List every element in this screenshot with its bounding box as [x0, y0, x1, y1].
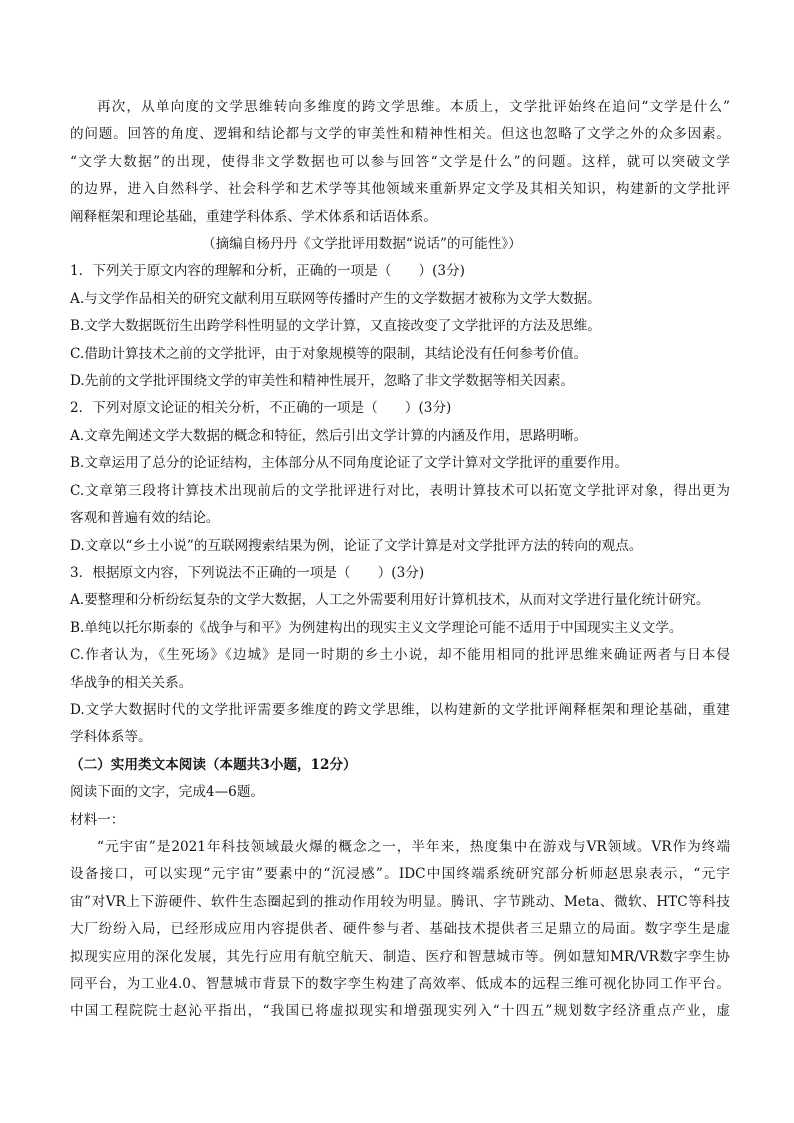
material-label: 材料一：	[70, 811, 125, 828]
question-3-option-c-continued[interactable]: 华战争的相关关系。	[70, 674, 193, 691]
material-line: “元宇宙”是2021年科技领域最火爆的概念之一，半年来，热度集中在游戏与VR领域。VR作为终端	[97, 838, 730, 855]
question-1-option-b[interactable]: B.文学大数据既衍生出跨学科性明显的文学计算，又直接改变了文学批评的方法及思维。	[70, 318, 601, 335]
exam-page	[70, 94, 730, 1026]
material-line: 拟现实应用的深化发展，其先行应用有航空航天、制造、医疗和智慧城市等。例如慧知MR/VR数字孪生协	[70, 948, 730, 965]
question-2-option-c[interactable]: C.文章第三段将计算技术出现前后的文学批评进行对比，表明计算技术可以拓宽文学批评对象，得出更为	[70, 482, 730, 499]
question-2-option-d[interactable]: D.文章以“乡土小说”的互联网搜索结果为例，论证了文学计算是对文学批评方法的转向的观点。	[70, 537, 643, 554]
question-3-option-c[interactable]: C.作者认为，《生死场》《边城》是同一时期的乡土小说，却不能用相同的批评思维来确证两者与日本侵	[70, 647, 730, 664]
section-title: （二）实用类文本阅读（本题共3小题，12分）	[70, 756, 357, 773]
question-2-option-b[interactable]: B.文章运用了总分的论证结构，主体部分从不同角度论证了文学计算对文学批评的重要作用。	[70, 455, 629, 472]
question-3-option-a[interactable]: A.要整理和分析纷纭复杂的文学大数据，人工之外需要利用好计算机技术，从而对文学进行量化统计研究。	[70, 592, 710, 609]
material-line: 设备接口，可以实现“元宇宙”要素中的“沉浸感”。IDC中国终端系统研究部分析师赵思泉表示，“元宇	[70, 866, 730, 883]
question-1-option-c[interactable]: C.借助计算技术之前的文学批评，由于对象规模等的限制，其结论没有任何参考价值。	[70, 345, 588, 362]
passage-line: “文学大数据”的出现，使得非文学数据也可以参与回答“文学是什么”的问题。这样，就可以突破文学	[70, 153, 730, 170]
material-line: 大厂纷纷入局，已经形成应用内容提供者、硬件参与者、基础技术提供者三足鼎立的局面。数字孪生是虚	[70, 921, 730, 938]
question-1-option-d[interactable]: D.先前的文学批评围绕文学的审美性和精神性展开，忽略了非文学数据等相关因素。	[70, 373, 575, 390]
question-2-option-a[interactable]: A.文章先阐述文学大数据的概念和特征，然后引出文学计算的内涵及作用，思路明晰。	[70, 427, 588, 444]
material-line: 同平台，为工业4.0、智慧城市背景下的数字孪生构建了高效率、低成本的远程三维可视化协同工作平台。	[70, 976, 730, 992]
question-3-stem: 3．根据原文内容，下列说法不正确的一项是（ ）(3分)	[70, 564, 425, 581]
source-note: （摘编自杨丹丹《文学批评用数据“说话”的可能性》）	[202, 236, 522, 253]
question-3-option-d[interactable]: D.文学大数据时代的文学批评需要多维度的跨文学思维，以构建新的文学批评阐释框架和理论基础，重建	[70, 701, 730, 718]
passage-line: 阐释框架和理论基础，重建学科体系、学术体系和话语体系。	[70, 208, 438, 225]
passage-line: 的边界，进入自然科学、社会科学和艺术学等其他领域来重新界定文学及其相关知识，构建新的文学批评	[70, 181, 730, 198]
material-line: 中国工程院院士赵沁平指出，“我国已将虚拟现实和增强现实列入“十四五”规划数字经济重点产业，虚	[70, 1003, 730, 1020]
passage-line: 的问题。回答的角度、逻辑和结论都与文学的审美性和精神性相关。但这也忽略了文学之外的众多因素。	[70, 126, 730, 143]
instruction: 阅读下面的文字，完成4—6题。	[70, 784, 265, 801]
question-3-option-d-continued[interactable]: 学科体系等。	[70, 729, 152, 746]
question-3-option-b[interactable]: B.单纯以托尔斯泰的《战争与和平》为例建构出的现实主义文学理论可能不适用于中国现实主义文学。	[70, 619, 683, 636]
material-line: 宙”对VR上下游硬件、软件生态圈起到的推动作用较为明显。腾讯、字节跳动、Meta、微软、HTC等科技	[70, 893, 730, 910]
question-1-stem: 1．下列关于原文内容的理解和分析，正确的一项是（ ）(3分)	[70, 263, 465, 280]
question-2-stem: 2．下列对原文论证的相关分析，不正确的一项是（ ）(3分)	[70, 400, 452, 417]
question-1-option-a[interactable]: A.与文学作品相关的研究文献利用互联网等传播时产生的文学数据才被称为文学大数据。	[70, 290, 601, 307]
question-2-option-c-continued[interactable]: 客观和普遍有效的结论。	[70, 510, 220, 527]
passage-line: 再次，从单向度的文学思维转向多维度的跨文学思维。本质上，文学批评始终在追问“文学是什么”	[97, 99, 730, 115]
